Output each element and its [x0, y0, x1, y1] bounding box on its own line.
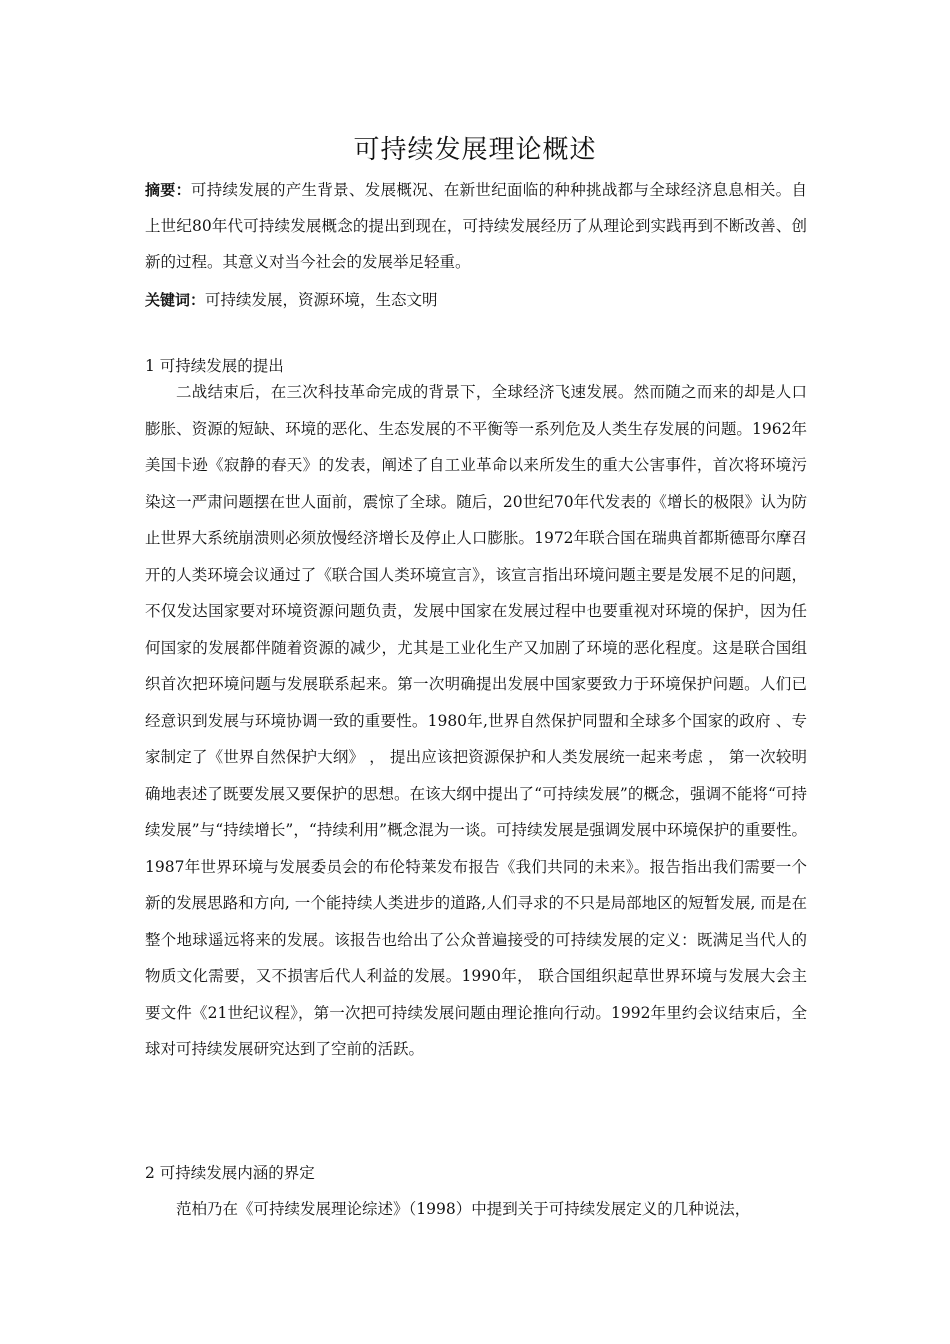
abstract-label: 摘要：: [145, 181, 191, 199]
section-2-heading: 2 可持续发展内涵的界定: [145, 1164, 315, 1182]
keywords-text: 可持续发展，资源环境，生态文明: [205, 291, 438, 309]
section-1-heading: 1 可持续发展的提出: [145, 357, 284, 375]
section-2-paragraph: 范柏乃在《可持续发展理论综述》（1998）中提到关于可持续发展定义的几种说法，: [176, 1200, 751, 1218]
keywords-label: 关键词：: [145, 291, 206, 309]
abstract-text: 可持续发展的产生背景、发展概况、在新世纪面临的种种挑战都与全球经济息息相关。自上世纪80年代可持续发展概念的提出到现在，可持续发展经历了从理论到实践再到不断改善、创新的过程。其意义对当今社会的发展举足轻重。: [145, 181, 807, 271]
section-1-paragraph: 二战结束后，在三次科技革命完成的背景下，全球经济飞速发展。然而随之而来的却是人口膨胀、资源的短缺、环境的恶化、生态发展的不平衡等一系列危及人类生存发展的问题。1962年美国卡逊《寂静的春天》的发表，阐述了自工业革命以来所发生的重大公害事件，首次将环境污染这一严肃问题摆在世人面前，震惊了全球。随后，20世纪70年代发表的《增长的极限》认为防止世界大系统崩溃则必须放慢经济增长及停止人口膨胀。1972年联合国在瑞典首都斯德哥尔摩召开的人类环境会议通过了《联合国人类环境宣言》，该宣言指出环境问题主要是发展不足的问题，不仅发达国家要对环境资源问题负责，发展中国家在发展过程中也要重视对环境的保护，因为任何国家的发展都伴随着资源的减少，尤其是工业化生产又加剧了环境的恶化程度。这是联合国组织首次把环境问题与发展联系起来。第一次明确提出发展中国家要致力于环境保护问题。人们已经意识到发展与环境协调一致的重要性。1980年,世界自然保护同盟和全球多个国家的政府 、专家制定了《世界自然保护大纲》 ， 提出应该把资源保护和人类发展统一起来考虑 ， 第一次较明确地表述了既要发展又要保护的思想。在该大纲中提出了“可持续发展”的概念，强调不能将“可持续发展”与“持续增长”，“持续利用”概念混为一谈。可持续发展是强调发展中环境保护的重要性。1987年世界环境与发展委员会的布伦特莱发布报告《我们共同的未来》。报告指出我们需要一个新的发展思路和方向, 一个能持续人类进步的道路,人们寻求的不只是局部地区的短暂发展, 而是在整个地球遥远将来的发展。该报告也给出了公众普遍接受的可持续发展的定义：既满足当代人的物质文化需要，又不损害后代人利益的发展。1990年， 联合国组织起草世界环境与发展大会主要文件《21世纪议程》，第一次把可持续发展问题由理论推向行动。1992年里约会议结束后，全球对可持续发展研究达到了空前的活跃。: [145, 383, 807, 1058]
abstract: [145, 172, 807, 280]
keywords: [145, 282, 807, 318]
document-title: 可持续发展理论概述: [353, 135, 597, 165]
